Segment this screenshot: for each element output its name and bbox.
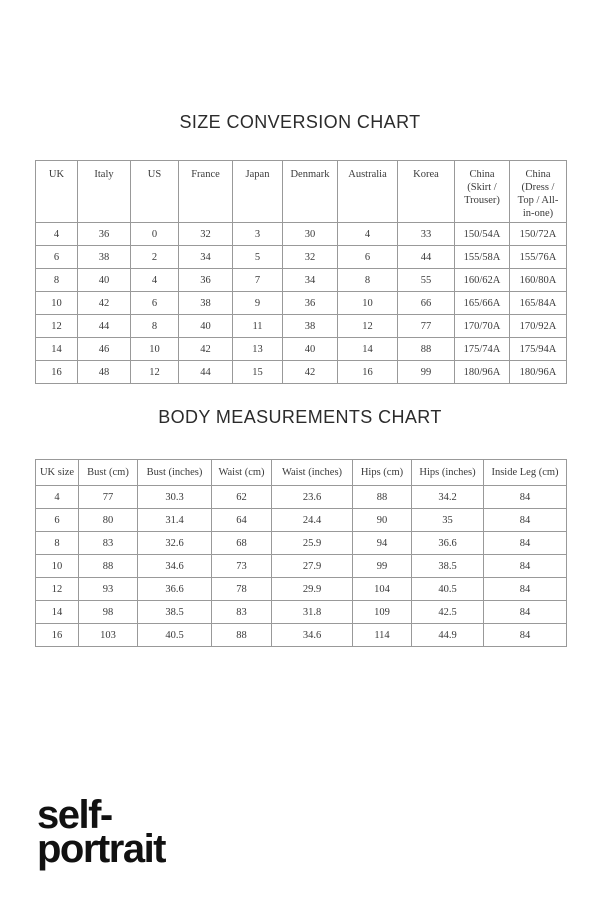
table-row bbox=[36, 601, 567, 624]
table-cell: 98 bbox=[79, 601, 138, 624]
table-cell: 77 bbox=[79, 486, 138, 509]
self-portrait-logo bbox=[37, 793, 165, 871]
table-cell: 38.5 bbox=[138, 601, 212, 624]
table-cell: 38 bbox=[283, 315, 338, 338]
table-cell: 150/54A bbox=[455, 223, 510, 246]
table-cell: 180/96A bbox=[455, 361, 510, 384]
table-cell: 12 bbox=[36, 578, 79, 601]
table-cell: 150/72A bbox=[510, 223, 567, 246]
table-cell: 8 bbox=[131, 315, 179, 338]
column-header: Hips (cm) bbox=[353, 460, 412, 486]
size-conversion-table bbox=[35, 160, 567, 384]
table-cell: 4 bbox=[131, 269, 179, 292]
column-header: Korea bbox=[398, 161, 455, 223]
column-header: Inside Leg (cm) bbox=[484, 460, 567, 486]
table-cell: 36.6 bbox=[138, 578, 212, 601]
table-cell: 7 bbox=[233, 269, 283, 292]
table-cell: 3 bbox=[233, 223, 283, 246]
table-cell: 4 bbox=[36, 223, 78, 246]
table-cell: 55 bbox=[398, 269, 455, 292]
table-row bbox=[36, 578, 567, 601]
table-cell: 16 bbox=[36, 361, 78, 384]
table-row bbox=[36, 246, 567, 269]
column-header: US bbox=[131, 161, 179, 223]
table-cell: 36.6 bbox=[412, 532, 484, 555]
table-cell: 84 bbox=[484, 509, 567, 532]
table-cell: 84 bbox=[484, 624, 567, 647]
table-row bbox=[36, 555, 567, 578]
table-cell: 10 bbox=[131, 338, 179, 361]
body-measurements-table-container bbox=[35, 459, 566, 647]
table-cell: 27.9 bbox=[272, 555, 353, 578]
size-conversion-table-container bbox=[35, 160, 566, 384]
table-cell: 180/96A bbox=[510, 361, 567, 384]
table-cell: 34 bbox=[179, 246, 233, 269]
table-row bbox=[36, 315, 567, 338]
table-cell: 99 bbox=[353, 555, 412, 578]
table-cell: 31.4 bbox=[138, 509, 212, 532]
table-cell: 44.9 bbox=[412, 624, 484, 647]
table-cell: 99 bbox=[398, 361, 455, 384]
table-cell: 103 bbox=[79, 624, 138, 647]
table-cell: 84 bbox=[484, 601, 567, 624]
table-cell: 66 bbox=[398, 292, 455, 315]
table-cell: 165/66A bbox=[455, 292, 510, 315]
table-row bbox=[36, 292, 567, 315]
table-cell: 14 bbox=[36, 338, 78, 361]
table-cell: 8 bbox=[36, 269, 78, 292]
column-header: France bbox=[179, 161, 233, 223]
table-cell: 31.8 bbox=[272, 601, 353, 624]
table-cell: 175/94A bbox=[510, 338, 567, 361]
table-cell: 62 bbox=[212, 486, 272, 509]
table-cell: 36 bbox=[283, 292, 338, 315]
column-header: Japan bbox=[233, 161, 283, 223]
body-measurements-chart-title: BODY MEASUREMENTS CHART bbox=[158, 407, 442, 427]
table-cell: 84 bbox=[484, 555, 567, 578]
table-cell: 0 bbox=[131, 223, 179, 246]
table-cell: 8 bbox=[338, 269, 398, 292]
table-cell: 170/70A bbox=[455, 315, 510, 338]
table-cell: 15 bbox=[233, 361, 283, 384]
table-cell: 83 bbox=[212, 601, 272, 624]
table-cell: 12 bbox=[36, 315, 78, 338]
size-conversion-chart-title: SIZE CONVERSION CHART bbox=[179, 112, 421, 132]
table-row bbox=[36, 486, 567, 509]
table-cell: 48 bbox=[78, 361, 131, 384]
table-cell: 32 bbox=[283, 246, 338, 269]
column-header: UK size bbox=[36, 460, 79, 486]
table-cell: 42 bbox=[179, 338, 233, 361]
table-row bbox=[36, 361, 567, 384]
table-cell: 14 bbox=[36, 601, 79, 624]
table-cell: 88 bbox=[353, 486, 412, 509]
table-cell: 40 bbox=[283, 338, 338, 361]
table-cell: 40 bbox=[179, 315, 233, 338]
column-header: Denmark bbox=[283, 161, 338, 223]
column-header: UK bbox=[36, 161, 78, 223]
column-header: Italy bbox=[78, 161, 131, 223]
size-conversion-table-body bbox=[36, 223, 567, 384]
table-cell: 36 bbox=[179, 269, 233, 292]
table-cell: 80 bbox=[79, 509, 138, 532]
body-measurements-header-row bbox=[36, 460, 567, 486]
table-cell: 6 bbox=[36, 246, 78, 269]
table-cell: 12 bbox=[338, 315, 398, 338]
table-cell: 114 bbox=[353, 624, 412, 647]
table-cell: 2 bbox=[131, 246, 179, 269]
table-cell: 38 bbox=[78, 246, 131, 269]
column-header: Bust (cm) bbox=[79, 460, 138, 486]
table-cell: 109 bbox=[353, 601, 412, 624]
table-cell: 12 bbox=[131, 361, 179, 384]
table-cell: 94 bbox=[353, 532, 412, 555]
table-cell: 6 bbox=[36, 509, 79, 532]
table-cell: 24.4 bbox=[272, 509, 353, 532]
table-cell: 40.5 bbox=[412, 578, 484, 601]
table-cell: 30 bbox=[283, 223, 338, 246]
table-cell: 88 bbox=[212, 624, 272, 647]
table-cell: 9 bbox=[233, 292, 283, 315]
table-cell: 35 bbox=[412, 509, 484, 532]
table-cell: 11 bbox=[233, 315, 283, 338]
column-header: Australia bbox=[338, 161, 398, 223]
table-cell: 4 bbox=[36, 486, 79, 509]
table-cell: 33 bbox=[398, 223, 455, 246]
table-cell: 16 bbox=[36, 624, 79, 647]
table-cell: 44 bbox=[398, 246, 455, 269]
table-cell: 44 bbox=[78, 315, 131, 338]
table-cell: 46 bbox=[78, 338, 131, 361]
table-cell: 13 bbox=[233, 338, 283, 361]
column-header: Bust (inches) bbox=[138, 460, 212, 486]
table-cell: 34.6 bbox=[138, 555, 212, 578]
table-cell: 38.5 bbox=[412, 555, 484, 578]
column-header: Waist (inches) bbox=[272, 460, 353, 486]
table-cell: 5 bbox=[233, 246, 283, 269]
table-cell: 32.6 bbox=[138, 532, 212, 555]
table-cell: 160/62A bbox=[455, 269, 510, 292]
table-cell: 155/58A bbox=[455, 246, 510, 269]
table-cell: 4 bbox=[338, 223, 398, 246]
table-cell: 36 bbox=[78, 223, 131, 246]
size-conversion-header-row bbox=[36, 161, 567, 223]
body-measurements-table bbox=[35, 459, 567, 647]
table-row bbox=[36, 509, 567, 532]
table-cell: 40.5 bbox=[138, 624, 212, 647]
table-cell: 10 bbox=[36, 555, 79, 578]
table-row bbox=[36, 269, 567, 292]
table-cell: 83 bbox=[79, 532, 138, 555]
table-cell: 14 bbox=[338, 338, 398, 361]
table-cell: 10 bbox=[338, 292, 398, 315]
table-cell: 84 bbox=[484, 532, 567, 555]
table-cell: 88 bbox=[398, 338, 455, 361]
table-row bbox=[36, 338, 567, 361]
table-cell: 170/92A bbox=[510, 315, 567, 338]
column-header: China (Dress / Top / All-in-one) bbox=[510, 161, 567, 223]
table-cell: 160/80A bbox=[510, 269, 567, 292]
table-row bbox=[36, 532, 567, 555]
table-cell: 16 bbox=[338, 361, 398, 384]
body-measurements-table-body bbox=[36, 486, 567, 647]
table-cell: 44 bbox=[179, 361, 233, 384]
table-cell: 29.9 bbox=[272, 578, 353, 601]
table-cell: 88 bbox=[79, 555, 138, 578]
table-cell: 165/84A bbox=[510, 292, 567, 315]
table-cell: 34.2 bbox=[412, 486, 484, 509]
table-cell: 104 bbox=[353, 578, 412, 601]
table-cell: 175/74A bbox=[455, 338, 510, 361]
table-cell: 32 bbox=[179, 223, 233, 246]
column-header: Waist (cm) bbox=[212, 460, 272, 486]
table-cell: 23.6 bbox=[272, 486, 353, 509]
table-cell: 78 bbox=[212, 578, 272, 601]
table-cell: 42.5 bbox=[412, 601, 484, 624]
table-cell: 77 bbox=[398, 315, 455, 338]
table-cell: 6 bbox=[338, 246, 398, 269]
table-row bbox=[36, 223, 567, 246]
table-row bbox=[36, 624, 567, 647]
table-cell: 8 bbox=[36, 532, 79, 555]
table-cell: 38 bbox=[179, 292, 233, 315]
logo-line-2: portrait bbox=[37, 827, 165, 871]
table-cell: 42 bbox=[78, 292, 131, 315]
table-cell: 6 bbox=[131, 292, 179, 315]
table-cell: 10 bbox=[36, 292, 78, 315]
table-cell: 155/76A bbox=[510, 246, 567, 269]
column-header: China (Skirt / Trouser) bbox=[455, 161, 510, 223]
column-header: Hips (inches) bbox=[412, 460, 484, 486]
table-cell: 40 bbox=[78, 269, 131, 292]
table-cell: 42 bbox=[283, 361, 338, 384]
table-cell: 30.3 bbox=[138, 486, 212, 509]
table-cell: 64 bbox=[212, 509, 272, 532]
table-cell: 90 bbox=[353, 509, 412, 532]
table-cell: 34.6 bbox=[272, 624, 353, 647]
logo-line-1: self- bbox=[37, 793, 112, 837]
table-cell: 34 bbox=[283, 269, 338, 292]
table-cell: 25.9 bbox=[272, 532, 353, 555]
table-cell: 84 bbox=[484, 486, 567, 509]
table-cell: 73 bbox=[212, 555, 272, 578]
table-cell: 84 bbox=[484, 578, 567, 601]
table-cell: 93 bbox=[79, 578, 138, 601]
table-cell: 68 bbox=[212, 532, 272, 555]
